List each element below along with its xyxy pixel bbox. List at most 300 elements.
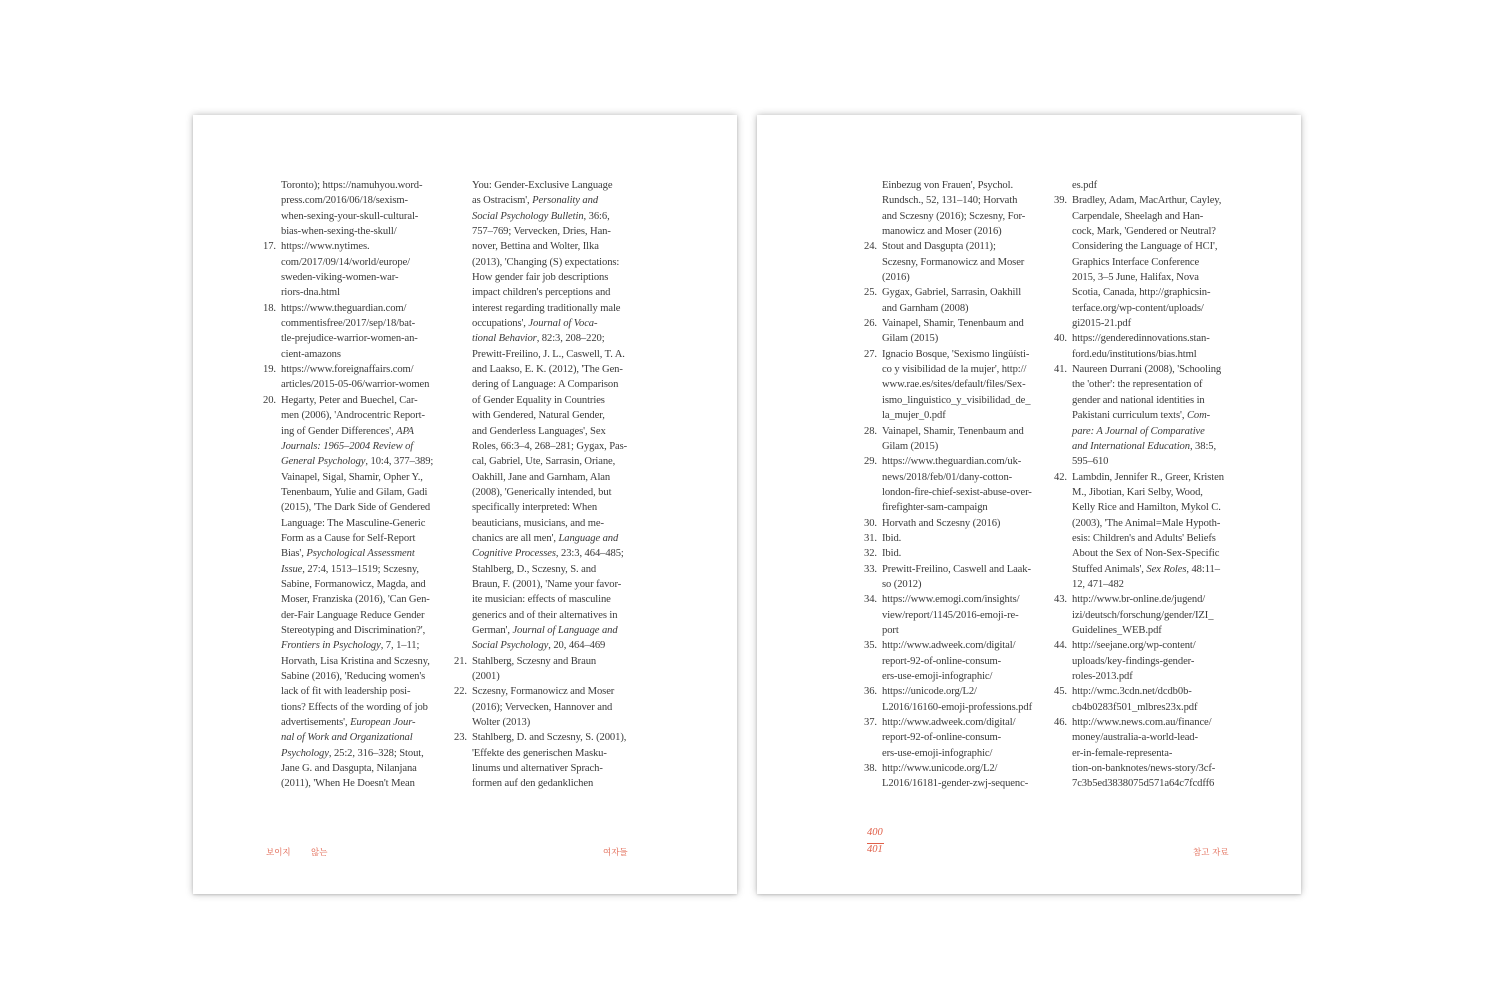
note-line (281, 715, 451, 730)
note-italic-title: Issue (281, 563, 303, 575)
note-text: L2016/16160-emoji-professions.pdf (882, 701, 1032, 713)
note-text: money/australia-a-world-lead- (1072, 732, 1198, 744)
note-text: chanics are all men', (472, 532, 559, 544)
note-number: 36. (864, 686, 877, 698)
note-line (882, 408, 1052, 423)
note-text: Roles, 66:3–4, 268–281; Gygax, Pas- (472, 440, 628, 452)
note-text: Gilam (2015) (882, 333, 939, 345)
note-number: 34. (864, 594, 877, 606)
note-text: so (2012) (882, 578, 922, 590)
note-line (281, 285, 451, 300)
note-text: es.pdf (1072, 180, 1097, 191)
note-text: Sabine (2016), 'Reducing women's (281, 671, 426, 682)
note-line (1054, 331, 1242, 346)
note-number: 25. (864, 287, 877, 299)
note-text: Ibid. (882, 548, 902, 560)
note-italic-title: nal of Work and Organizational (281, 732, 413, 744)
note-text: Vainapel, Sigal, Shamir, Opher Y., (281, 471, 423, 483)
note-text: (2015), 'The Dark Side of Gendered (281, 502, 431, 514)
right-page (757, 115, 1301, 894)
note-text: tions? Effects of the wording of job (281, 701, 428, 713)
note-text: http://wmc.3cdn.net/dcdb0b- (1072, 686, 1192, 698)
note-text: http://www.adweek.com/digital/ (882, 640, 1016, 652)
note-line (864, 316, 1052, 331)
note-text: Ignacio Bosque, 'Sexismo lingüísti- (882, 348, 1030, 360)
note-text: Horvath and Sczesny (2016) (882, 517, 1001, 529)
note-line (864, 531, 1052, 546)
note-line (1072, 531, 1242, 546)
note-text: (2003), 'The Animal=Male Hypoth- (1072, 517, 1221, 529)
note-text: with Gendered, Natural Gender, (472, 410, 605, 422)
note-text: Stahlberg, D. and Sczesny, S. (2001), (472, 732, 627, 744)
note-text: Stahlberg, Sczesny and Braun (472, 655, 597, 667)
note-line (472, 500, 642, 515)
note-line (1072, 562, 1242, 577)
note-text: co y visibilidad de la mujer', http:// (882, 364, 1027, 376)
note-line (281, 746, 451, 761)
note-line (472, 285, 642, 300)
note-italic-title: APA (396, 425, 414, 437)
note-text: Vainapel, Shamir, Tenenbaum and (882, 318, 1024, 330)
note-text: (2011), 'When He Doesn't Mean (281, 778, 415, 790)
note-line (281, 500, 451, 515)
note-italic-title: Personality and (532, 195, 599, 207)
note-text: http://www.unicode.org/L2/ (882, 763, 998, 775)
note-line (882, 776, 1052, 791)
note-text: cient-amazons (281, 348, 341, 360)
note-line (882, 377, 1052, 392)
note-text: Guidelines_WEB.pdf (1072, 624, 1162, 636)
note-text: About the Sex of Non-Sex-Specific (1072, 548, 1220, 560)
note-text: cb4b0283f501_mlbres23x.pdf (1072, 701, 1198, 713)
note-text: https://unicode.org/L2/ (882, 686, 977, 698)
note-line (281, 316, 451, 331)
note-text: Braun, F. (2001), 'Name your favor- (472, 578, 622, 590)
note-line (472, 608, 642, 623)
note-line (882, 193, 1052, 208)
note-line (281, 577, 451, 592)
note-line (472, 301, 642, 316)
note-text: Bias', (281, 548, 307, 560)
note-line (1072, 270, 1242, 285)
note-line (472, 516, 642, 531)
note-line (882, 224, 1052, 239)
footer-word-2: 않는 (311, 848, 328, 858)
note-line (281, 331, 451, 346)
note-text: as Ostracism', (472, 195, 533, 207)
note-line (472, 592, 642, 607)
note-text: lack of fit with leadership posi- (281, 686, 411, 698)
note-line (472, 347, 642, 362)
note-italic-title: Frontiers in Psychology (281, 640, 381, 652)
note-line (864, 638, 1052, 653)
note-text: L2016/16181-gender-zwj-sequenc- (882, 778, 1029, 790)
note-text: linums und alternativer Sprach- (472, 763, 603, 775)
note-line (882, 654, 1052, 669)
note-text: 757–769; Vervecken, Dries, Han- (472, 226, 611, 238)
note-line (472, 393, 642, 408)
note-italic-title: Sex Roles (1146, 563, 1187, 575)
note-text: occupations', (472, 318, 529, 330)
note-line (882, 577, 1052, 592)
note-line (1072, 285, 1242, 300)
note-line (1072, 439, 1242, 454)
note-text: esis: Children's and Adults' Beliefs (1072, 532, 1216, 544)
note-text: http://www.br-online.de/jugend/ (1072, 594, 1206, 606)
note-italic-title: Psychological Assessment (306, 548, 415, 560)
note-italic-title: General Psychology (281, 456, 366, 468)
note-number: 21. (454, 655, 467, 667)
note-text: Sczesny, Formanowicz and Moser (882, 256, 1025, 268)
note-line (864, 347, 1052, 362)
note-line (1054, 592, 1242, 607)
note-line (472, 439, 642, 454)
note-number: 18. (263, 302, 276, 314)
note-line (1072, 776, 1242, 791)
note-line (864, 715, 1052, 730)
note-text: Lambdin, Jennifer R., Greer, Kristen (1072, 471, 1224, 483)
note-text: https://www.theguardian.com/uk- (882, 456, 1022, 468)
note-text: bias-when-sexing-the-skull/ (281, 226, 397, 238)
note-text: Oakhill, Jane and Garnham, Alan (472, 471, 611, 483)
note-text: 7c3b5ed3838075d571a64c7fcdff6 (1072, 778, 1215, 790)
note-line (1072, 178, 1242, 193)
note-number: 43. (1054, 594, 1067, 606)
note-italic-title: Journals: 1965–2004 Review of (281, 440, 414, 452)
note-line (281, 684, 451, 699)
note-text: dering of Language: A Comparison (472, 379, 619, 391)
note-line (281, 209, 451, 224)
note-text: Language: The Masculine-Generic (281, 517, 426, 529)
note-line (1072, 608, 1242, 623)
note-line (281, 761, 451, 776)
note-number: 28. (864, 425, 877, 437)
note-text: http://www.news.com.au/finance/ (1072, 717, 1212, 729)
note-line (1072, 746, 1242, 761)
note-line (472, 746, 642, 761)
note-number: 23. (454, 732, 467, 744)
note-line (281, 531, 451, 546)
note-line (263, 362, 451, 377)
note-text: Vainapel, Shamir, Tenenbaum and (882, 425, 1024, 437)
note-line (1072, 761, 1242, 776)
note-text: london-fire-chief-sexist-abuse-over- (882, 486, 1032, 498)
note-line (281, 377, 451, 392)
note-text: impact children's perceptions and (472, 287, 611, 299)
note-line (472, 577, 642, 592)
note-line (1054, 470, 1242, 485)
note-line (281, 516, 451, 531)
note-text: Stout and Dasgupta (2011); (882, 241, 996, 253)
footer-section-title: 참고 자료 (1193, 848, 1229, 858)
note-line (454, 654, 642, 669)
note-text: Kelly Rice and Hamilton, Mykol C. (1072, 502, 1221, 514)
note-number: 39. (1054, 195, 1067, 207)
note-number: 42. (1054, 471, 1067, 483)
note-text: Form as a Cause for Self-Report (281, 532, 416, 544)
note-text: Gygax, Gabriel, Sarrasin, Oakhill (882, 287, 1022, 299)
note-text: Naureen Durrani (2008), 'Schooling (1072, 364, 1222, 376)
note-text: German', (472, 624, 513, 636)
note-line (281, 730, 451, 745)
note-line (1072, 500, 1242, 515)
note-line (882, 500, 1052, 515)
note-number: 31. (864, 532, 877, 544)
note-line (472, 470, 642, 485)
note-line (472, 362, 642, 377)
note-text-after: , 27:4, 1513–1519; Sczesny, (302, 563, 419, 575)
note-line (281, 546, 451, 561)
note-text: port (882, 624, 899, 636)
note-number: 17. (263, 241, 276, 253)
note-text: and Sczesny (2016); Sczesny, For- (882, 210, 1026, 222)
note-text: Considering the Language of HCI', (1072, 241, 1218, 253)
note-line (882, 362, 1052, 377)
note-line (1072, 316, 1242, 331)
note-line (864, 684, 1052, 699)
note-line (1072, 577, 1242, 592)
note-italic-title: Cognitive Processes (472, 548, 556, 560)
note-line (882, 178, 1052, 193)
notes-column-1 (263, 178, 451, 792)
note-line (472, 715, 642, 730)
note-line (472, 700, 642, 715)
note-line (864, 546, 1052, 561)
note-text: Graphics Interface Conference (1072, 256, 1200, 268)
note-text: commentisfree/2017/sep/18/bat- (281, 318, 416, 330)
note-italic-title: pare: A Journal of Comparative (1072, 425, 1205, 437)
note-text: roles-2013.pdf (1072, 671, 1133, 682)
note-line (472, 193, 642, 208)
note-line (281, 623, 451, 638)
note-text: nover, Bettina and Wolter, Ilka (472, 241, 599, 253)
note-text: men (2006), 'Androcentric Report- (281, 410, 425, 422)
note-line (864, 424, 1052, 439)
left-page (193, 115, 737, 894)
note-line (1054, 715, 1242, 730)
note-number: 20. (263, 394, 276, 406)
footer-book-title: 여자들 (603, 848, 628, 858)
note-line (281, 562, 451, 577)
note-text: Hegarty, Peter and Buechel, Car- (281, 394, 418, 406)
note-text: uploads/key-findings-gender- (1072, 655, 1195, 667)
note-text: (2016) (882, 272, 910, 284)
note-text: ers-use-emoji-infographic/ (882, 671, 993, 682)
note-text: cal, Gabriel, Ute, Sarrasin, Oriane, (472, 456, 616, 468)
note-number: 35. (864, 640, 877, 652)
note-text: and Garnham (2008) (882, 302, 969, 314)
note-text: tle-prejudice-warrior-women-an- (281, 333, 418, 345)
note-line (472, 776, 642, 791)
note-line (281, 424, 451, 439)
note-text: ford.edu/institutions/bias.html (1072, 348, 1197, 360)
note-text-after: , 20, 464–469 (548, 640, 606, 652)
note-line (472, 270, 642, 285)
note-line (472, 761, 642, 776)
note-text: the 'other': the representation of (1072, 379, 1203, 391)
note-text: https://www.emogi.com/insights/ (882, 594, 1020, 606)
note-text: ing of Gender Differences', (281, 425, 397, 437)
note-line (882, 301, 1052, 316)
note-line (472, 408, 642, 423)
note-line (281, 654, 451, 669)
note-line (281, 439, 451, 454)
note-text: Jane G. and Dasgupta, Nilanjana (281, 763, 417, 775)
note-text: ers-use-emoji-infographic/ (882, 747, 993, 759)
note-text: (2008), 'Generically intended, but (472, 486, 612, 498)
note-text: https://www.nytimes. (281, 241, 370, 253)
note-line (864, 239, 1052, 254)
note-line (1072, 546, 1242, 561)
note-line (882, 331, 1052, 346)
note-text-after: , 38:5, (1189, 440, 1217, 452)
note-line (472, 331, 642, 346)
note-line (1072, 454, 1242, 469)
note-line (281, 408, 451, 423)
note-line (882, 746, 1052, 761)
note-text: Prewitt-Freilino, Caswell and Laak- (882, 563, 1031, 575)
note-line (1054, 638, 1242, 653)
footer-word-1: 보이지 (266, 848, 291, 858)
note-text: Wolter (2013) (472, 717, 531, 729)
note-line (882, 270, 1052, 285)
note-text: 'Effekte des generischen Masku- (472, 747, 607, 759)
note-text: advertisements', (281, 717, 351, 729)
note-line (1054, 362, 1242, 377)
note-text: Stereotyping and Discrimination?', (281, 624, 426, 636)
note-text: Rundsch., 52, 131–140; Horvath (882, 195, 1018, 207)
note-text: der-Fair Language Reduce Gender (281, 609, 425, 621)
note-text: izi/deutsch/forschung/gender/IZI_ (1072, 609, 1214, 621)
note-line (1072, 700, 1242, 715)
note-line (882, 255, 1052, 270)
note-line (1054, 684, 1242, 699)
note-line (864, 454, 1052, 469)
note-text: Stahlberg, D., Sczesny, S. and (472, 563, 597, 575)
note-text: tion-on-banknotes/news-story/3cf- (1072, 763, 1216, 775)
note-text: ite musician: effects of masculine (472, 594, 611, 606)
note-text: Carpendale, Sheelagh and Han- (1072, 210, 1204, 222)
note-line (1072, 408, 1242, 423)
note-line (882, 485, 1052, 500)
note-line (472, 424, 642, 439)
note-text: 2015, 3–5 June, Halifax, Nova (1072, 272, 1199, 284)
note-line (281, 224, 451, 239)
note-line (263, 301, 451, 316)
note-number: 30. (864, 517, 877, 529)
note-line (882, 700, 1052, 715)
note-line (472, 255, 642, 270)
note-text: https://www.theguardian.com/ (281, 302, 407, 314)
note-line (1072, 485, 1242, 500)
note-italic-title: tional Behavior (472, 333, 537, 345)
note-line (1072, 516, 1242, 531)
folio-left-page-number: 400 (867, 827, 883, 838)
note-text: report-92-of-online-consum- (882, 732, 1002, 744)
note-text: gender and national identities in (1072, 394, 1205, 406)
note-line (281, 700, 451, 715)
note-line (281, 470, 451, 485)
note-text: Bradley, Adam, MacArthur, Cayley, (1072, 195, 1222, 207)
note-text: How gender fair job descriptions (472, 272, 609, 284)
note-line (882, 730, 1052, 745)
note-number: 37. (864, 717, 877, 729)
note-text: https://genderedinnovations.stan- (1072, 333, 1210, 345)
note-text: You: Gender-Exclusive Language (472, 180, 613, 191)
note-italic-title: and International Education (1072, 440, 1190, 452)
note-text: articles/2015-05-06/warrior-women (281, 379, 430, 391)
note-text: la_mujer_0.pdf (882, 410, 946, 422)
note-text: when-sexing-your-skull-cultural- (281, 210, 419, 222)
note-line (882, 209, 1052, 224)
note-line (1072, 255, 1242, 270)
notes-column-2 (454, 178, 642, 792)
note-text-after: , 82:3, 208–220; (536, 333, 605, 345)
note-line (882, 470, 1052, 485)
note-text: news/2018/feb/01/dany-cotton- (882, 471, 1013, 483)
note-italic-title: European Jour- (350, 717, 416, 729)
note-line (472, 531, 642, 546)
note-text: generics and of their alternatives in (472, 609, 618, 621)
note-line (1072, 239, 1242, 254)
note-line (472, 239, 642, 254)
note-text: Horvath, Lisa Kristina and Sczesny, (281, 655, 430, 667)
note-line (472, 562, 642, 577)
note-line (472, 316, 642, 331)
note-line (281, 608, 451, 623)
note-number: 19. (263, 364, 276, 376)
note-line (864, 592, 1052, 607)
note-line (281, 193, 451, 208)
note-text-after: , 25:2, 316–328; Stout, (328, 747, 424, 759)
note-line (1072, 209, 1242, 224)
note-line (472, 377, 642, 392)
note-line (882, 608, 1052, 623)
note-text: Gilam (2015) (882, 440, 939, 452)
note-text: Ibid. (882, 532, 902, 544)
note-number: 41. (1054, 364, 1067, 376)
note-text: Prewitt-Freilino, J. L., Caswell, T. A. (472, 348, 625, 360)
note-number: 46. (1054, 717, 1067, 729)
note-text: Tenenbaum, Yulie and Gilam, Gadi (281, 486, 428, 498)
note-line (472, 669, 642, 684)
note-text: Stuffed Animals', (1072, 563, 1147, 575)
note-line (281, 592, 451, 607)
note-line (1072, 393, 1242, 408)
note-text-after: , 48:11– (1186, 563, 1220, 575)
note-line (454, 684, 642, 699)
note-text: view/report/1145/2016-emoji-re- (882, 609, 1019, 621)
note-text: report-92-of-online-consum- (882, 655, 1002, 667)
note-number: 27. (864, 348, 877, 360)
note-number: 26. (864, 318, 877, 330)
note-text: (2013), 'Changing (S) expectations: (472, 256, 620, 268)
note-text: and Laakso, E. K. (2012), 'The Gen- (472, 364, 623, 376)
note-italic-title: Journal of Language and (512, 624, 618, 636)
note-line (472, 546, 642, 561)
note-line (472, 623, 642, 638)
note-text: Sabine, Formanowicz, Magda, and (281, 578, 426, 590)
note-line (472, 224, 642, 239)
note-line (472, 209, 642, 224)
note-line (281, 454, 451, 469)
note-line (1072, 654, 1242, 669)
note-line (1072, 301, 1242, 316)
note-line (281, 178, 451, 193)
note-text: com/2017/09/14/world/europe/ (281, 256, 411, 268)
note-text: firefighter-sam-campaign (882, 502, 988, 514)
note-line (281, 669, 451, 684)
